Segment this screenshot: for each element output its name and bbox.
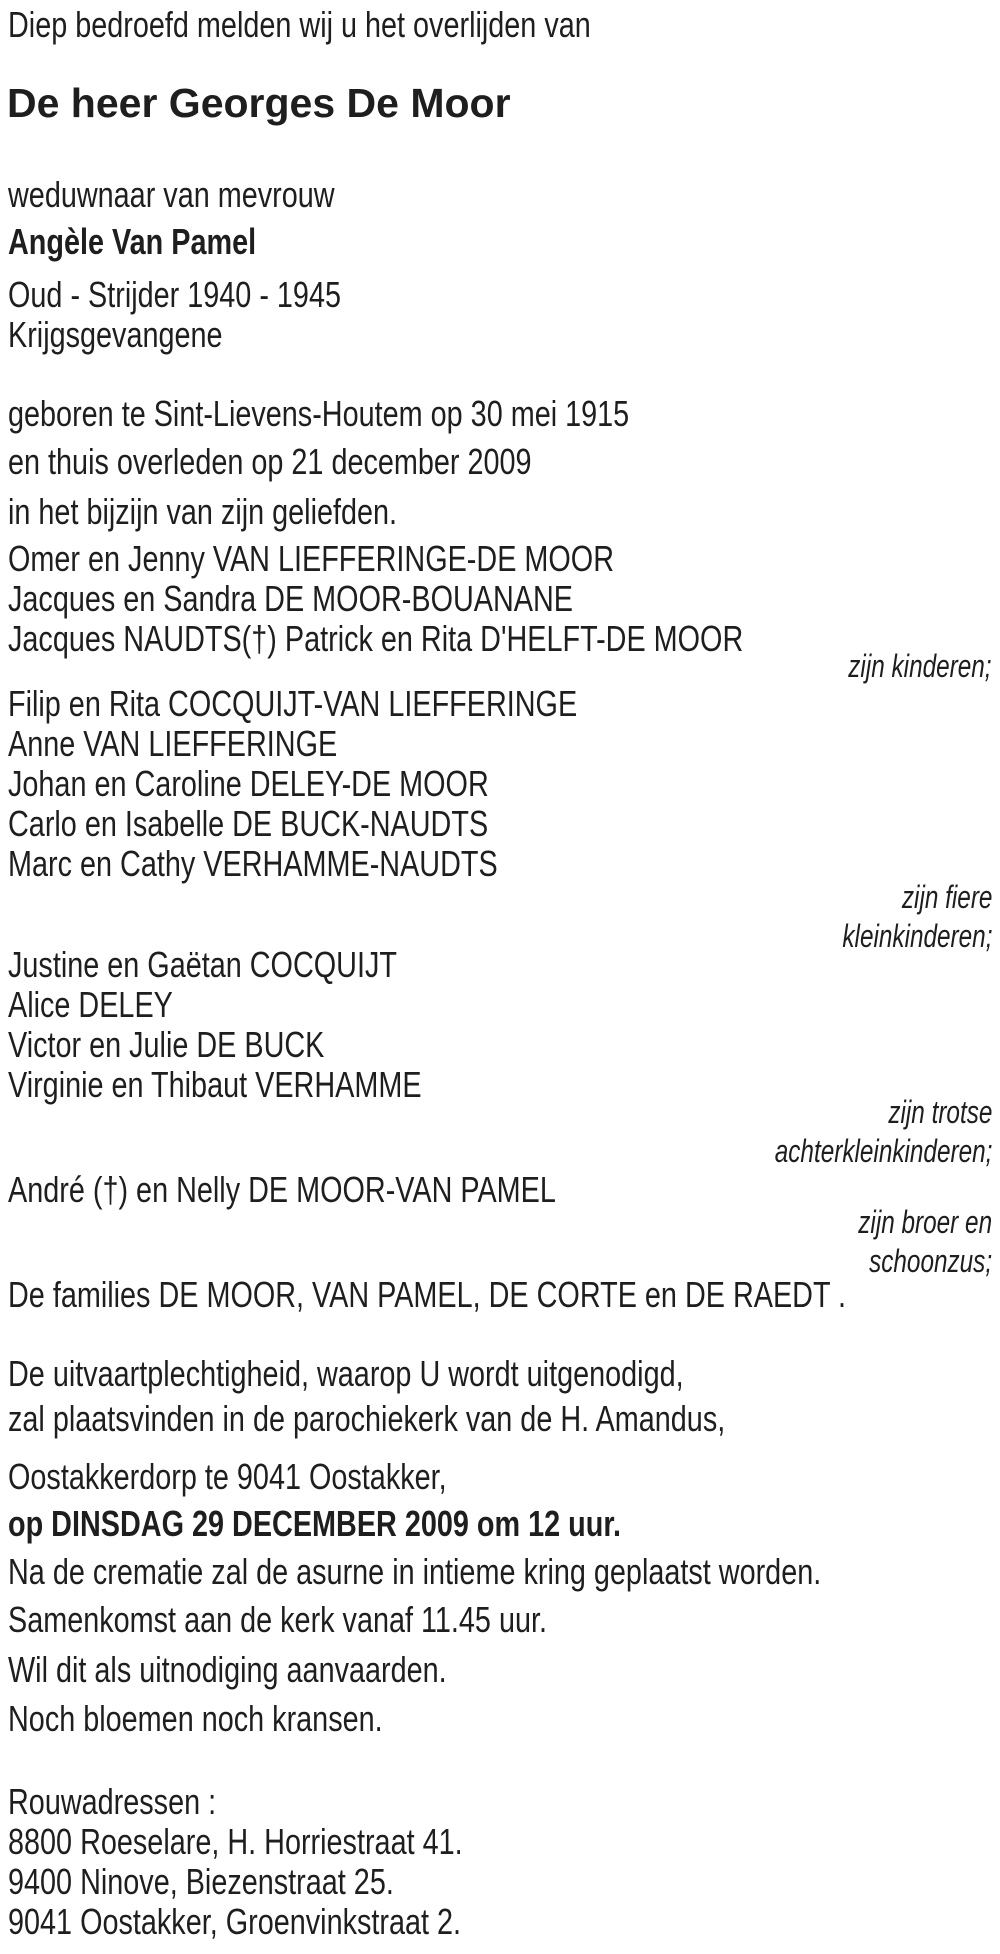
service-place-line: Oostakkerdorp te 9041 Oostakker, — [8, 1456, 447, 1497]
great-grandchildren-list — [8, 945, 422, 1105]
service-church-line: zal plaatsvinden in de parochiekerk van de H. Amandus, — [8, 1398, 726, 1439]
deceased-name: De heer Georges De Moor — [7, 80, 511, 126]
died-line: en thuis overleden op 21 december 2009 — [8, 441, 532, 482]
surrounded-line: in het bijzijn van zijn geliefden. — [8, 491, 398, 532]
grandchildren-list — [8, 684, 577, 884]
families-line: De families DE MOOR, VAN PAMEL, DE CORTE en DE RAEDT . — [8, 1274, 847, 1315]
born-line: geboren te Sint-Lievens-Houtem op 30 mei 1915 — [8, 393, 630, 434]
mourning-addresses — [8, 1782, 463, 1942]
grandchild-item: Johan en Caroline DELEY-DE MOOR — [8, 763, 489, 804]
widower-line: weduwnaar van mevrouw — [8, 174, 335, 215]
mourning-address-item: 8800 Roeselare, H. Horriestraat 41. — [8, 1821, 463, 1862]
honor-item: Oud - Strijder 1940 - 1945 — [8, 274, 341, 315]
grandchild-item: Anne VAN LIEFFERINGE — [8, 723, 338, 764]
great-grandchild-item: Victor en Julie DE BUCK — [8, 1024, 325, 1065]
children-label: zijn kinderen; — [848, 648, 992, 684]
grandchildren-label: zijn fiere kleinkinderen; — [841, 879, 992, 954]
mourning-address-item: 9041 Oostakker, Groenvinkstraat 2. — [8, 1901, 462, 1942]
grandchild-item: Carlo en Isabelle DE BUCK-NAUDTS — [8, 803, 489, 844]
sibling-label: zijn broer en schoonzus; — [858, 1204, 992, 1279]
child-item: Jacques NAUDTS(†) Patrick en Rita D'HELFT-DE MOOR — [8, 618, 744, 659]
grandchild-item: Filip en Rita COCQUIJT-VAN LIEFFERINGE — [8, 683, 578, 724]
grandchild-item: Marc en Cathy VERHAMME-NAUDTS — [8, 843, 498, 884]
service-invitation-line: De uitvaartplechtigheid, waarop U wordt uitgenodigd, — [8, 1353, 684, 1394]
child-item: Omer en Jenny VAN LIEFFERINGE-DE MOOR — [8, 538, 614, 579]
children-list — [8, 539, 743, 659]
mourning-addresses-label: Rouwadressen : — [8, 1781, 217, 1822]
child-item: Jacques en Sandra DE MOOR-BOUANANE — [8, 578, 574, 619]
service-cremation-line: Na de crematie zal de asurne in intieme kring geplaatst worden. — [8, 1551, 822, 1592]
service-accept-line: Wil dit als uitnodiging aanvaarden. — [8, 1649, 447, 1690]
service-gathering-line: Samenkomst aan de kerk vanaf 11.45 uur. — [8, 1599, 547, 1640]
service-date-line: op DINSDAG 29 DECEMBER 2009 om 12 uur. — [8, 1503, 621, 1544]
mourning-address-item: 9400 Ninove, Biezenstraat 25. — [8, 1861, 394, 1902]
honor-item: Krijgsgevangene — [8, 314, 223, 355]
honors-list — [8, 275, 341, 355]
sibling-line: André (†) en Nelly DE MOOR-VAN PAMEL — [8, 1169, 556, 1210]
intro-line: Diep bedroefd melden wij u het overlijden van — [8, 4, 591, 45]
spouse-name: Angèle Van Pamel — [8, 221, 257, 262]
great-grandchild-item: Virginie en Thibaut VERHAMME — [8, 1064, 422, 1105]
great-grandchild-item: Justine en Gaëtan COCQUIJT — [8, 944, 397, 985]
service-flowers-line: Noch bloemen noch kransen. — [8, 1698, 383, 1739]
great-grandchildren-label: zijn trotse achterkleinkinderen; — [774, 1094, 992, 1169]
great-grandchild-item: Alice DELEY — [8, 984, 173, 1025]
